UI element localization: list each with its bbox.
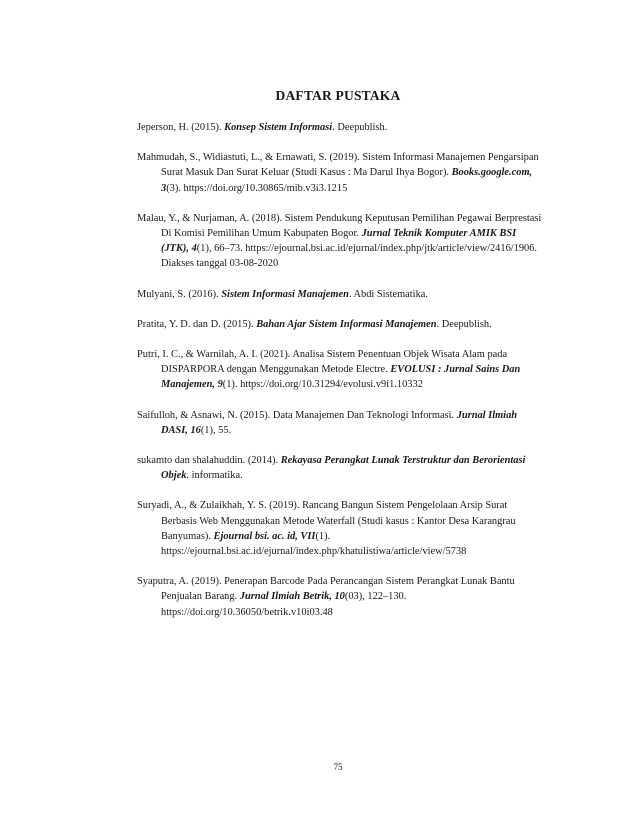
reference-source: Bahan Ajar Sistem Informasi Manajemen: [256, 318, 437, 330]
reference-item: Jeperson, H. (2015). Konsep Sistem Informasi. Deepublish.: [137, 122, 388, 133]
reference-item: Suryadi, A., & Zulaikhah, Y. S. (2019). Rancang Bangun Sistem Pengelolaan Arsip Surat Berbasis Web Menggunakan Metode Waterfall (Studi kasus : Kantor Desa Karangrau Banyumas). Ejournal bsi. ac. id, VII(1). https://ejournal.bsi.ac.id/ejurnal/index.php/khatulistiwa/article/view/5738: [137, 500, 516, 558]
reference-source: EVOLUSI : Jurnal Sains Dan Manajemen, 9: [161, 364, 521, 391]
page-number: 75: [333, 762, 343, 772]
reference-item: Syaputra, A. (2019). Penerapan Barcode Pada Perancangan Sistem Perangkat Lunak Bantu Penjualan Barang. Jurnal Ilmiah Betrik, 10(03), 122–130. https://doi.org/10.36050/betrik.v10i03.48: [137, 576, 515, 618]
reference-list: [137, 120, 542, 635]
reference-item: Mulyani, S. (2016). Sistem Informasi Manajemen. Abdi Sistematika.: [137, 288, 428, 300]
reference-item: Mahmudah, S., Widiastuti, L., & Ernawati, S. (2019). Sistem Informasi Manajemen Pengarsipan Surat Masuk Dan Surat Keluar (Studi Kasus : Ma Darul Ihya Bogor). Books.google.com, 3(3). https://doi.org/10.30865/mib.v3i3.1215: [137, 152, 539, 194]
reference-source: Jurnal Ilmiah Betrik, 10: [239, 591, 345, 603]
reference-item: Putri, I. C., & Warnilah, A. I. (2021). Analisa Sistem Penentuan Objek Wisata Alam pada DISPARPORA dengan Menggunakan Metode Electre. EVOLUSI : Jurnal Sains Dan Manajemen, 9(1). https://doi.org/10.31294/evolusi.v9i1.10332: [137, 349, 521, 391]
reference-source: Jurnal Teknik Komputer AMIK BSI (JTK), 4: [161, 228, 517, 255]
reference-source: Rekayasa Perangkat Lunak Terstruktur dan Berorientasi Objek: [161, 455, 526, 482]
reference-source: Jurnal Ilmiah DASI, 16: [161, 409, 518, 436]
reference-item: Malau, Y., & Nurjaman, A. (2018). Sistem Pendukung Keputusan Pemilihan Pegawai Berprestasi Di Komisi Pemilihan Umum Kabupaten Bogor. Jurnal Teknik Komputer AMIK BSI (JTK), 4(1), 66–73. https://ejournal.bsi.ac.id/ejurnal/index.php/jtk/article/view/2416/1906. Diakses tanggal 03-08-2020: [137, 212, 542, 270]
page-title: DAFTAR PUSTAKA: [275, 88, 401, 103]
reference-item: Pratita, Y. D. dan D. (2015). Bahan Ajar Sistem Informasi Manajemen. Deepublish.: [137, 318, 492, 330]
reference-source: Books.google.com, 3: [161, 167, 533, 194]
reference-item: sukamto dan shalahuddin. (2014). Rekayasa Perangkat Lunak Terstruktur dan Berorientasi Objek. informatika.: [137, 455, 526, 482]
reference-item: Saifulloh, & Asnawi, N. (2015). Data Manajemen Dan Teknologi Informasi. Jurnal Ilmiah DASI, 16(1), 55.: [137, 409, 518, 436]
reference-source: Ejournal bsi. ac. id, VII: [213, 530, 316, 542]
reference-source: Konsep Sistem Informasi: [224, 122, 333, 133]
reference-source: Sistem Informasi Manajemen: [221, 288, 349, 300]
